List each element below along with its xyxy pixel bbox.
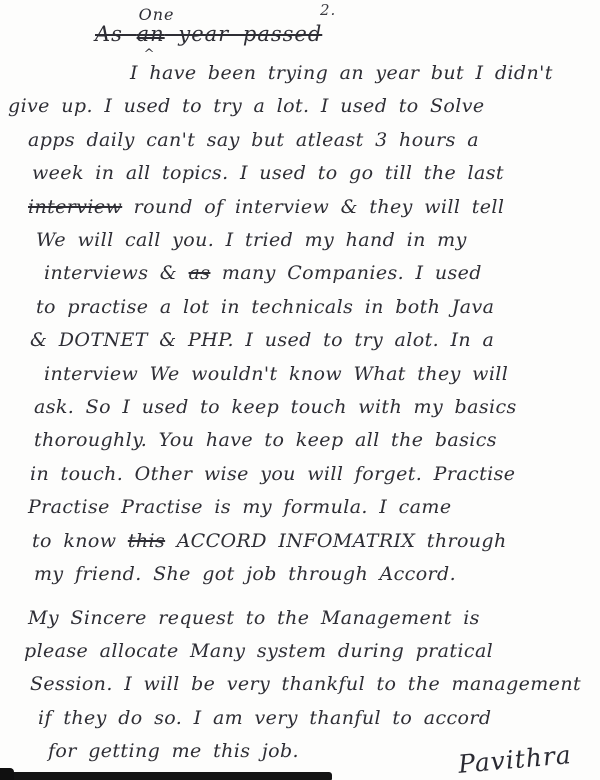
line-text: My Sincere request to the Management is: [28, 606, 480, 629]
struck-word: this: [127, 529, 166, 552]
scan-artifact-corner: [0, 768, 14, 780]
handwritten-line: [38, 702, 600, 735]
heading-insertion-word: One: [138, 5, 175, 24]
scan-artifact-band: [0, 772, 332, 780]
handwritten-line: [30, 458, 600, 491]
handwritten-line: [44, 358, 600, 391]
struck-word: interview: [28, 195, 123, 218]
handwritten-line: [34, 424, 600, 457]
struck-word: as: [188, 262, 211, 285]
line-text: if they do so. I am very thanful to accord: [38, 706, 492, 729]
handwritten-line: [34, 391, 600, 424]
line-text: round of interview & they will tell: [122, 195, 505, 218]
line-text: my friend. She got job through Accord.: [34, 563, 457, 586]
body-text: [0, 57, 600, 769]
handwritten-line: [34, 558, 600, 591]
heading-part-as: As: [95, 22, 137, 46]
line-text: ACCORD INFOMATRIX through: [165, 529, 507, 552]
line-text: thoroughly. You have to keep all the basics: [34, 429, 497, 452]
caret-insert-mark: ^: [143, 47, 156, 62]
page-number: 2.: [320, 1, 337, 19]
line-text: & DOTNET & PHP. I used to try alot. In a: [30, 329, 495, 352]
line-text: many Companies. I used: [210, 262, 482, 285]
handwritten-line: [130, 57, 600, 90]
handwritten-line: [32, 157, 600, 190]
line-text: please allocate Many system during pratical: [24, 639, 494, 662]
line-text: week in all topics. I used to go till the last: [32, 162, 504, 185]
line-text: Session. I will be very thankful to the management: [30, 673, 582, 696]
handwritten-line: [32, 525, 600, 558]
line-text: in touch. Other wise you will forget. Practise: [30, 462, 516, 485]
struck-heading: [95, 5, 323, 62]
handwritten-line: [30, 668, 600, 701]
heading-part-an: [136, 5, 175, 62]
handwritten-line: [24, 635, 600, 668]
handwritten-line: [36, 291, 600, 324]
handwritten-line: [28, 124, 600, 157]
line-text: I have been trying an year but I didn't: [130, 62, 553, 84]
signature: Pavithra: [457, 740, 574, 779]
line-text: apps daily can't say but atleast 3 hours a: [28, 128, 479, 151]
handwritten-line: [28, 491, 600, 524]
handwritten-line: [28, 602, 600, 635]
line-text: We will call you. I tried my hand in my: [36, 229, 467, 252]
handwritten-line: [8, 90, 600, 123]
handwritten-line: [30, 324, 600, 357]
line-text: for getting me this job.: [48, 740, 299, 763]
line-text: interviews &: [44, 262, 189, 285]
line-text: to practise a lot in technicals in both Java: [36, 295, 495, 318]
handwritten-line: [28, 191, 600, 224]
heading-part-year-passed: year passed: [164, 22, 323, 46]
line-text: give up. I used to try a lot. I used to Solve: [8, 95, 485, 118]
handwritten-line: [44, 257, 600, 290]
heading-scribbled-word: an: [136, 22, 165, 46]
handwritten-line: [36, 224, 600, 257]
line-text: to know: [32, 529, 128, 552]
line-text: interview We wouldn't know What they will: [44, 362, 509, 385]
line-text: ask. So I used to keep touch with my basics: [34, 396, 517, 419]
line-text: Practise Practise is my formula. I came: [28, 496, 452, 519]
